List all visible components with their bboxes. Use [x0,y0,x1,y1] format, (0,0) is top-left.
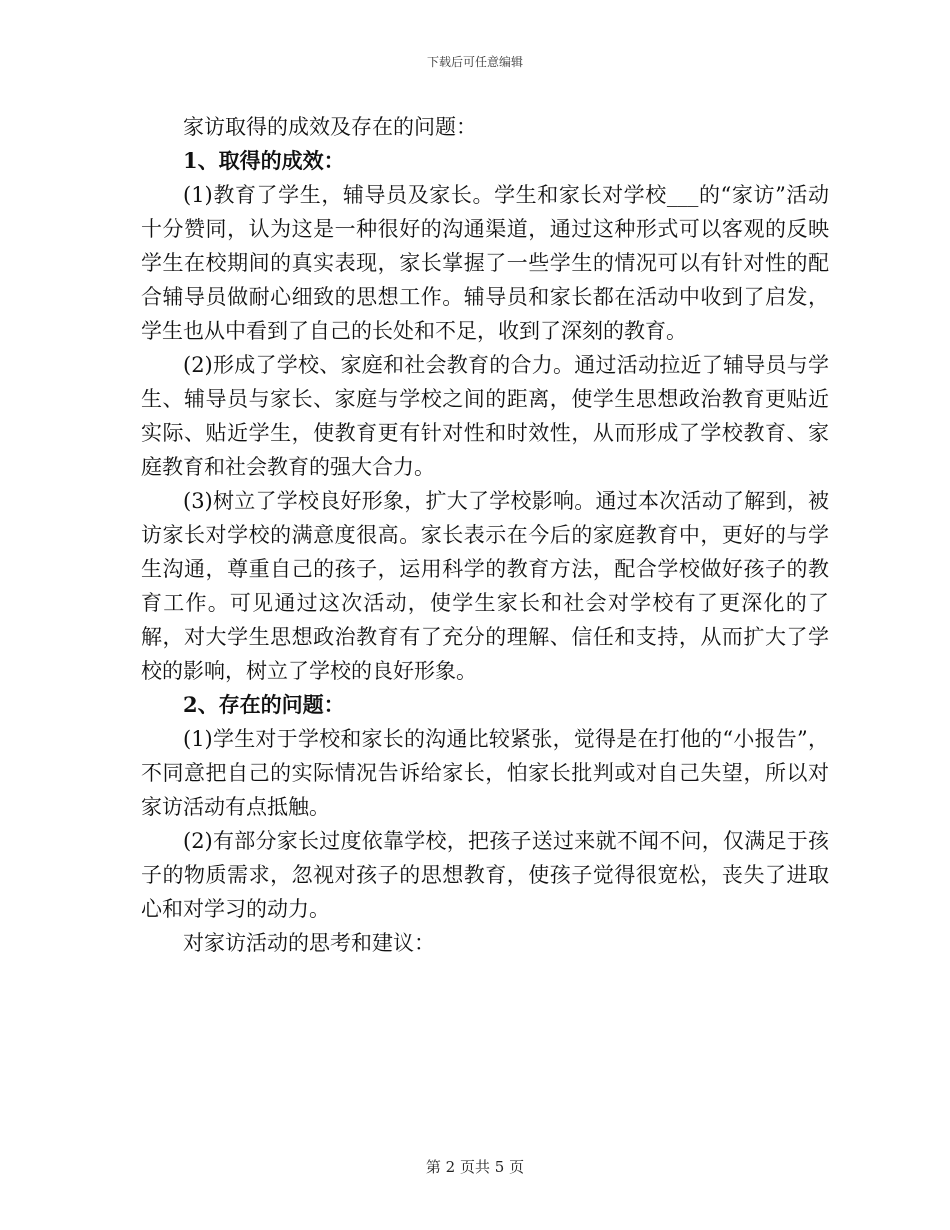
document-body [141,110,829,960]
paragraph-achievement-3: (3)树立了学校良好形象，扩大了学校影响。通过本次活动了解到，被访家长对学校的满意度很高。家长表示在今后的家庭教育中，更好的与学生沟通，尊重自己的孩子，运用科学的教育方法，配合学校做好孩子的教育工作。可见通过这次活动，使学生家长和社会对学校有了更深化的了解，对大学生思想政治教育有了充分的理解、信任和支持，从而扩大了学校的影响，树立了学校的良好形象。 [141,489,829,683]
closing-heading: 对家访活动的思考和建议： [183,931,435,955]
paragraph-problem-2: (2)有部分家长过度依靠学校，把孩子送过来就不闻不问，仅满足于孩子的物质需求，忽视对孩子的思想教育，使孩子觉得很宽松，丧失了进取心和对学习的动力。 [141,829,829,921]
paragraph-problem-1: (1)学生对于学校和家长的沟通比较紧张，觉得是在打他的“小报告”，不同意把自己的实际情况告诉给家长，怕家长批判或对自己失望，所以对家访活动有点抵触。 [141,727,829,819]
paragraph-achievement-2: (2)形成了学校、家庭和社会教育的合力。通过活动拉近了辅导员与学生、辅导员与家长、家庭与学校之间的距离，使学生思想政治教育更贴近实际、贴近学生，使教育更有针对性和时效性，从而形成了学校教育、家庭教育和社会教育的强大合力。 [141,353,829,479]
page-footer: 第 2 页共 5 页 [425,1158,525,1176]
section-heading-problems: 2、存在的问题： [183,692,345,717]
paragraph-achievement-1: (1)教育了学生，辅导员及家长。学生和家长对学校___的“家访”活动十分赞同，认为这是一种很好的沟通渠道，通过这种形式可以客观的反映学生在校期间的真实表现，家长掌握了一些学生的情况可以有针对性的配合辅导员做耐心细致的思想工作。辅导员和家长都在活动中收到了启发，学生也从中看到了自己的长处和不足，收到了深刻的教育。 [141,183,829,343]
intro-heading: 家访取得的成效及存在的问题： [183,115,477,139]
section-heading-achievements: 1、取得的成效： [183,148,345,173]
page-header: 下载后可任意编辑 [426,55,523,69]
